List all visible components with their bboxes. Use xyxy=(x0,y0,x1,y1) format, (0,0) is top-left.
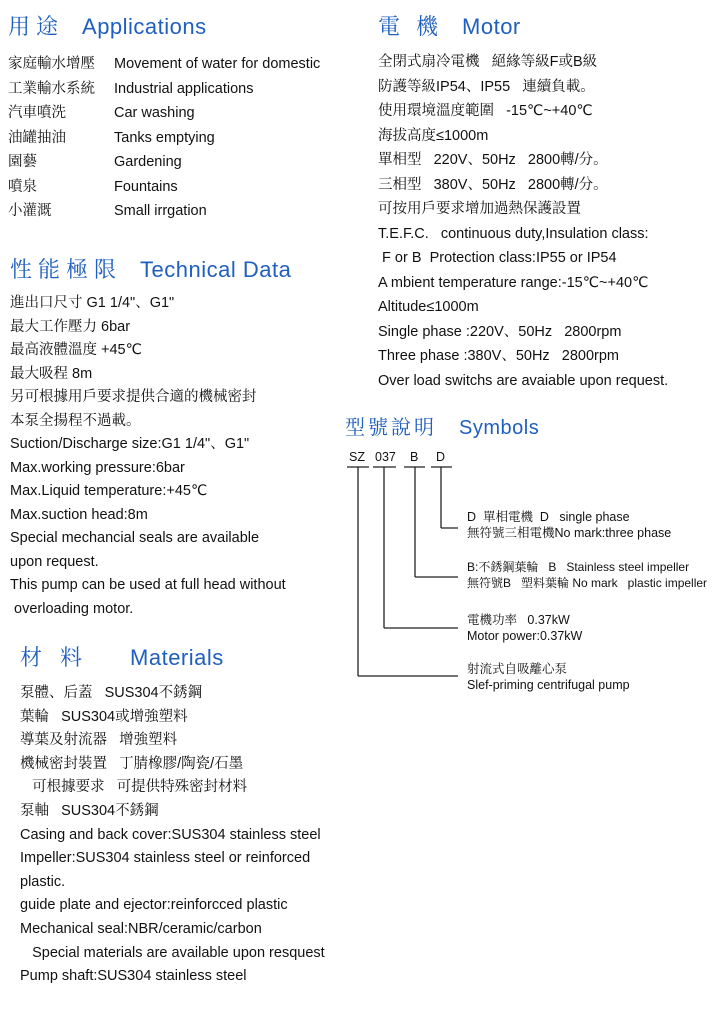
item-zh: 園藝 xyxy=(8,154,37,170)
text-line: 使用環境溫度範圍 -15℃~+40℃ xyxy=(378,103,593,119)
text-line: Max.suction head:8m xyxy=(10,506,148,523)
text-line: upon request. xyxy=(10,553,99,570)
text-line: Altitude≤1000m xyxy=(378,299,479,315)
motor-heading-zh: 電機 xyxy=(378,14,455,39)
code-part-phase: D xyxy=(436,450,446,464)
text-line: A mbient temperature range:-15℃~+40℃ xyxy=(378,274,649,291)
item-en: Industrial applications xyxy=(114,80,254,97)
code-part-power: 037 xyxy=(375,450,396,464)
text-line: 可按用戶要求增加過熱保護設置 xyxy=(378,201,581,217)
text-line: 導葉及射流器 增強塑料 xyxy=(20,732,178,749)
text-line: Over load switchs are avaiable upon request. xyxy=(378,372,669,389)
text-line: 單相型 220V、50Hz 2800轉/分。 xyxy=(378,152,608,168)
note-line: 射流式自吸離心泵 xyxy=(467,662,568,676)
text-line: 可根據要求 可提供特殊密封材料 xyxy=(20,779,248,796)
item-zh: 工業輸水系統 xyxy=(8,80,95,97)
text-line: Casing and back cover:SUS304 stainless steel xyxy=(20,826,321,843)
materials-heading-zh: 材料 xyxy=(20,645,101,670)
item-en: Car washing xyxy=(114,105,195,121)
item-en: Gardening xyxy=(114,154,182,170)
item-zh: 噴泉 xyxy=(8,178,37,195)
symbols-heading-en: Symbols xyxy=(459,417,540,439)
item-en: Fountains xyxy=(114,178,178,195)
symbol-note-phase xyxy=(467,509,671,541)
text-line: This pump can be used at full head without xyxy=(10,577,286,593)
text-line: Impeller:SUS304 stainless steel or reinforced xyxy=(20,850,311,867)
applications-heading-zh: 用途 xyxy=(8,14,65,39)
technical-heading-en: Technical Data xyxy=(140,257,292,282)
text-line: 防護等級IP54、IP55 連續負載。 xyxy=(378,78,595,95)
item-en: Small irrgation xyxy=(114,203,207,219)
text-line: Single phase :220V、50Hz 2800rpm xyxy=(378,323,622,340)
technical-heading-zh: 性能極限 xyxy=(10,257,123,282)
item-zh: 汽車噴洗 xyxy=(8,105,66,121)
note-line: B:不銹鋼葉輪 B Stainless steel impeller xyxy=(467,560,690,574)
text-line: 本泵全揚程不過載。 xyxy=(10,412,141,429)
item-zh: 家庭輸水增壓 xyxy=(8,56,95,72)
text-line: plastic. xyxy=(20,873,66,890)
text-line: 葉輪 SUS304或增強塑料 xyxy=(20,708,188,725)
text-line: 最高液體溫度 +45℃ xyxy=(10,342,142,358)
note-line: Motor power:0.37kW xyxy=(467,629,583,643)
text-line: Pump shaft:SUS304 stainless steel xyxy=(20,968,247,985)
text-line: 最大吸程 8m xyxy=(10,365,93,382)
symbol-note-type xyxy=(467,661,630,693)
text-line: 全閉式扇冷電機 絕緣等級F或B級 xyxy=(378,54,598,70)
item-zh: 油罐抽油 xyxy=(8,129,66,146)
note-line: 電機功率 0.37kW xyxy=(467,613,570,627)
item-en: Movement of water for domestic xyxy=(114,56,321,72)
text-line: Max.working pressure:6bar xyxy=(10,459,185,476)
text-line: Mechanical seal:NBR/ceramic/carbon xyxy=(20,920,262,937)
text-line: guide plate and ejector:reinforcced plastic xyxy=(20,897,288,914)
text-line: 進出口尺寸 G1 1/4"、G1" xyxy=(10,295,175,311)
text-line: Three phase :380V、50Hz 2800rpm xyxy=(378,348,619,364)
text-line: Suction/Discharge size:G1 1/4"、G1" xyxy=(10,436,250,452)
text-line: 泵軸 SUS304不銹鋼 xyxy=(20,802,159,819)
applications-heading-en: Applications xyxy=(82,14,207,39)
code-part-sz: SZ xyxy=(349,450,365,464)
note-line: 無符號三相電機No mark:three phase xyxy=(467,526,672,540)
symbol-note-power xyxy=(467,612,582,644)
symbol-note-impeller xyxy=(467,559,707,591)
text-line: 泵體、后蓋 SUS304不銹鋼 xyxy=(20,685,203,701)
text-line: overloading motor. xyxy=(10,600,134,617)
text-line: 最大工作壓力 6bar xyxy=(10,318,131,335)
note-line: D 單相電機 D single phase xyxy=(467,510,630,524)
item-en: Tanks emptying xyxy=(114,129,215,146)
text-line: Max.Liquid temperature:+45℃ xyxy=(10,483,208,499)
text-line: 三相型 380V、50Hz 2800轉/分。 xyxy=(378,176,608,193)
text-line: 另可根據用戶要求提供合適的機械密封 xyxy=(10,389,257,405)
text-line: 海拔高度≤1000m xyxy=(378,127,489,144)
text-line: T.E.F.C. continuous duty,Insulation class: xyxy=(378,225,649,242)
text-line: Special materials are available upon resquest xyxy=(20,944,325,961)
motor-heading-en: Motor xyxy=(462,14,521,39)
code-part-impeller: B xyxy=(410,450,419,464)
materials-heading-en: Materials xyxy=(130,645,224,670)
note-line: 無符號B 塑料葉輪 No mark plastic impeller xyxy=(467,576,708,590)
text-line: F or B Protection class:IP55 or IP54 xyxy=(378,250,617,266)
note-line: Slef-priming centrifugal pump xyxy=(467,678,630,692)
text-line: Special mechancial seals are available xyxy=(10,530,260,546)
text-line: 機械密封裝置 丁腈橡膠/陶瓷/石墨 xyxy=(20,755,244,772)
item-zh: 小灌溉 xyxy=(8,203,52,219)
symbols-heading-zh: 型號說明 xyxy=(345,417,437,439)
